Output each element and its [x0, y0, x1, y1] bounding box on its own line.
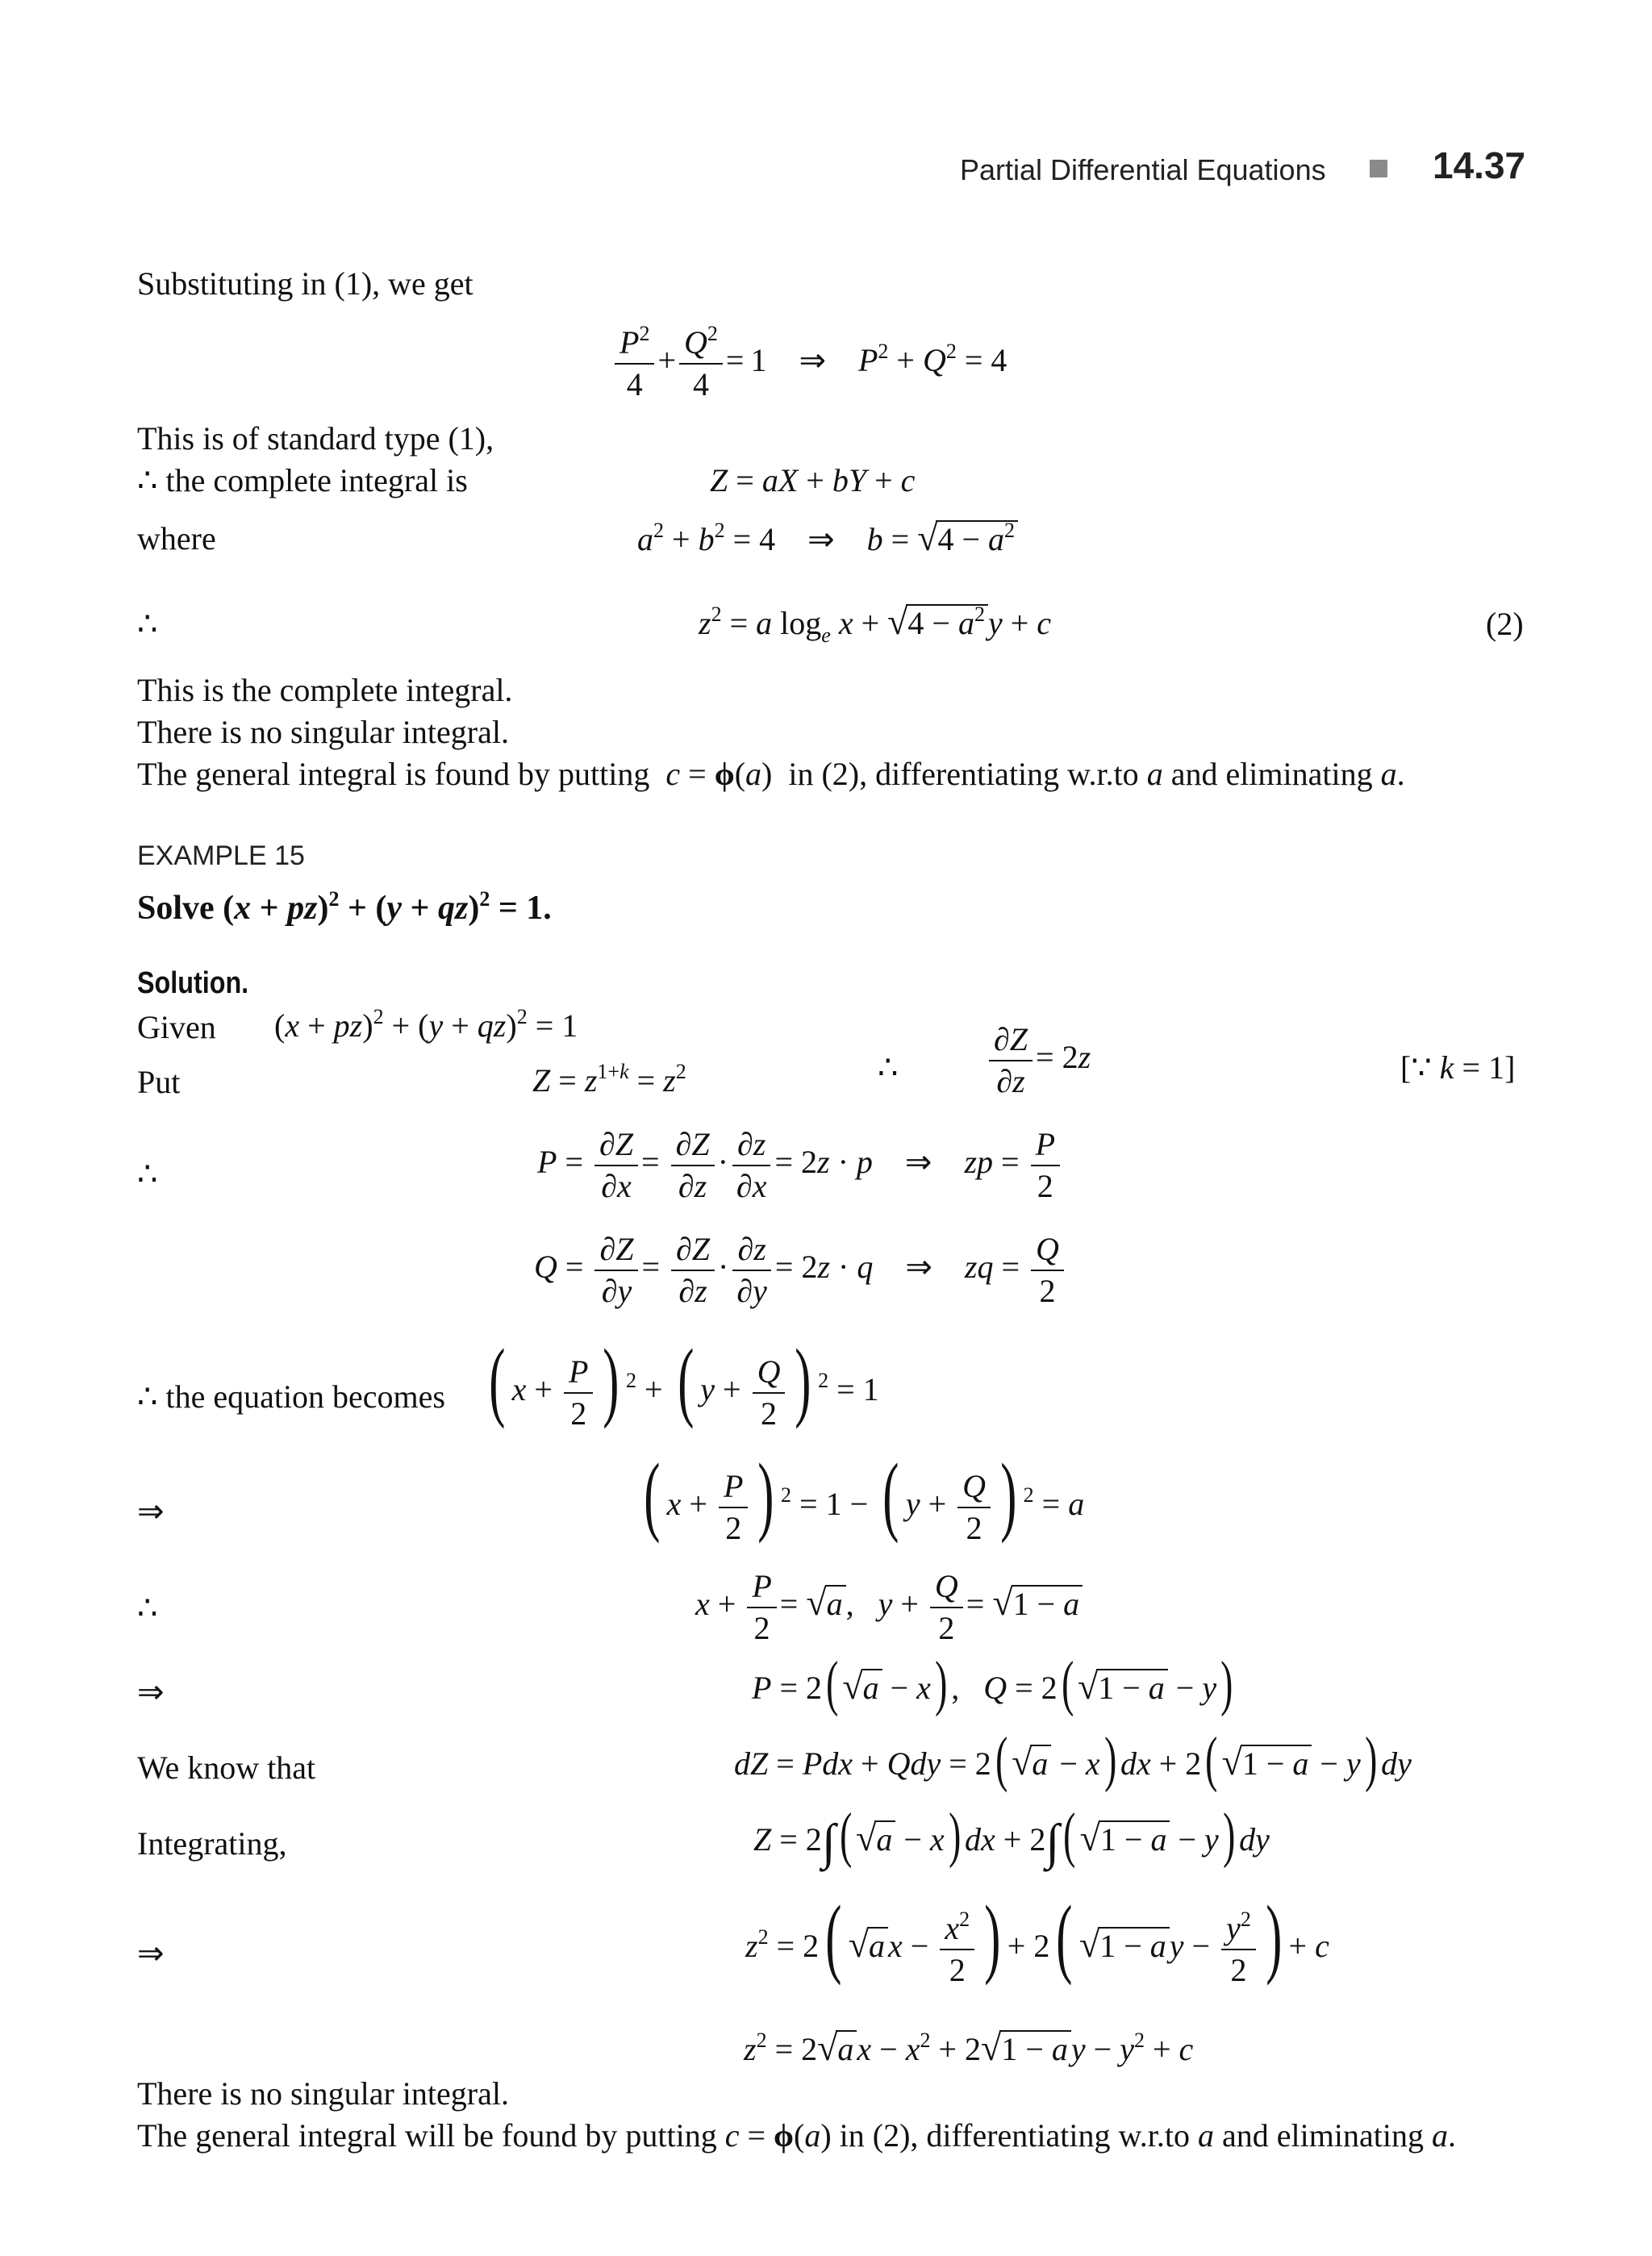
- equation-put-z: $Z = z^{1+k} = z^2$: [532, 1060, 686, 1099]
- equation-P-Q-values: P = 2( √a − x) , Q = 2( √1 − a − y): [752, 1649, 1233, 1717]
- header-square-icon: [1370, 160, 1387, 177]
- equation-label-2: (2): [1486, 606, 1524, 642]
- equation-a2-b2: $a^2 + b^2 = 4$ ⇒ $b = √4 - a^2$: [637, 516, 1018, 559]
- equation-becomes: ( x + $\frac{P}{2}$ ) $^2$ + ( y + $\frac{Q}{2}$ ) $^2$ = 1: [489, 1331, 879, 1432]
- equation-dZ: dZ = Pdx + Qdy = 2( √a − x) dx + 2( √1 − a − y) dy: [734, 1725, 1412, 1793]
- general-suffix-2b: and eliminating: [1222, 2117, 1424, 2154]
- example-label: EXAMPLE 15: [137, 840, 305, 871]
- equation-separate: ( x + $\frac{P}{2}$ ) $^2$ = 1 − ( y + $\frac{Q}{2}$ ) $^2$ = a: [644, 1445, 1085, 1546]
- general-integral-statement-1: The general integral is found by putting c = ϕ(a) in (2), differentiating w.r.to a and eliminating a.: [137, 756, 1405, 792]
- general-prefix-2: The general integral will be found by putting: [137, 2117, 717, 2154]
- page-number: 14.37: [1433, 144, 1526, 186]
- we-know-that-text: We know that: [137, 1749, 316, 1786]
- equation-given: (x + pz)$^2$ + (y + qz)$^2$ = 1: [274, 1005, 578, 1044]
- var-a-2: a: [1380, 756, 1397, 792]
- equation-z2-log: $z^2 = a$ $\log_e x + √4 - a^2$ y + c: [699, 601, 1052, 647]
- solve-word: Solve: [137, 890, 215, 927]
- therefore-symbol-4: ∴: [137, 1590, 158, 1626]
- general-suffix-1b: and eliminating: [1170, 756, 1373, 792]
- implies-symbol-1: ⇒: [137, 1493, 165, 1529]
- equation-integral: Z = 2∫( √a − x) dx + 2∫( √1 − a − y) dy: [753, 1801, 1270, 1870]
- period-2: .: [1447, 2117, 1456, 2154]
- therefore-symbol-3: ∴: [137, 1156, 158, 1192]
- equation-k-equals-1: [∵ k = 1]: [1400, 1049, 1516, 1086]
- var-a-4: a: [1431, 2117, 1448, 2154]
- equation-P: P = $\frac{\partial Z}{\partial x}$ = $\frac{\partial Z}{\partial z}$ · $\frac{\partial z}{\partial x}$ = 2z · p ⇒ zp = $\frac{P}{2}$: [537, 1124, 1063, 1207]
- equation-becomes-text: ∴ the equation becomes: [137, 1378, 445, 1415]
- solution-heading: Solution.: [137, 966, 249, 1000]
- equation-z2-result: $z^2 = 2$( √a x − $\frac{x^2}{2}$ ) + 2( √1 − a y − $\frac{y^2}{2}$ ) + c: [745, 1887, 1329, 1988]
- implies-symbol-3: ⇒: [137, 1935, 165, 1971]
- example-problem: Solve (x + pz)$^2$ + (y + qz)$^2$ = 1.: [137, 887, 552, 927]
- general-suffix-2a: in (2), differentiating w.r.to: [839, 2117, 1190, 2154]
- equation-z2-final: $z^2 = 2√a$ $x - x^2 + 2√1 - a$ $y - y^2 + c$: [744, 2027, 1194, 2068]
- where-text: where: [137, 520, 216, 557]
- equation-p2-q2: $\frac{P^2}{4}$ + $\frac{Q^2}{4}$ = 1 ⇒ $P^2 + Q^2 = 4$: [611, 323, 1007, 405]
- standard-type-text: This is of standard type (1),: [137, 420, 494, 457]
- var-a-3: a: [1198, 2117, 1214, 2154]
- substituting-text: Substituting in (1), we get: [137, 265, 473, 302]
- complete-integral-is-text: ∴ the complete integral is: [137, 462, 468, 498]
- put-text: Put: [137, 1064, 181, 1100]
- general-integral-statement-2: The general integral will be found by putting c = ϕ(a) in (2), differentiating w.r.to a and eliminating a.: [137, 2117, 1456, 2154]
- period-1: .: [1396, 756, 1405, 792]
- therefore-symbol-2: ∴: [878, 1049, 899, 1086]
- equation-complete-integral: Z = aX + bY + c: [710, 462, 916, 498]
- var-a-1: a: [1146, 756, 1163, 792]
- therefore-symbol: ∴: [137, 606, 158, 642]
- equation-sqrt-a: x + $\frac{P}{2}$ = √a , y + $\frac{Q}{2}$ = √1 − a: [695, 1566, 1083, 1649]
- general-suffix-1a: in (2), differentiating w.r.to: [788, 756, 1139, 792]
- implies-symbol-2: ⇒: [137, 1674, 165, 1710]
- no-singular-integral-1: There is no singular integral.: [137, 714, 509, 750]
- given-text: Given: [137, 1009, 216, 1045]
- complete-integral-statement: This is the complete integral.: [137, 672, 513, 708]
- equation-Q: Q = $\frac{\partial Z}{\partial y}$ = $\frac{\partial Z}{\partial z}$ · $\frac{\partial z}{\partial y}$ = 2z · q ⇒ zq = $\frac{Q}{2}$: [534, 1229, 1067, 1311]
- no-singular-integral-2: There is no singular integral.: [137, 2075, 509, 2112]
- general-prefix-1: The general integral is found by putting: [137, 756, 650, 792]
- integrating-text: Integrating,: [137, 1825, 287, 1862]
- equation-dz-dz: $\frac{\partial Z}{\partial z}$ = 2z: [986, 1020, 1091, 1102]
- running-header-title: Partial Differential Equations: [960, 153, 1326, 186]
